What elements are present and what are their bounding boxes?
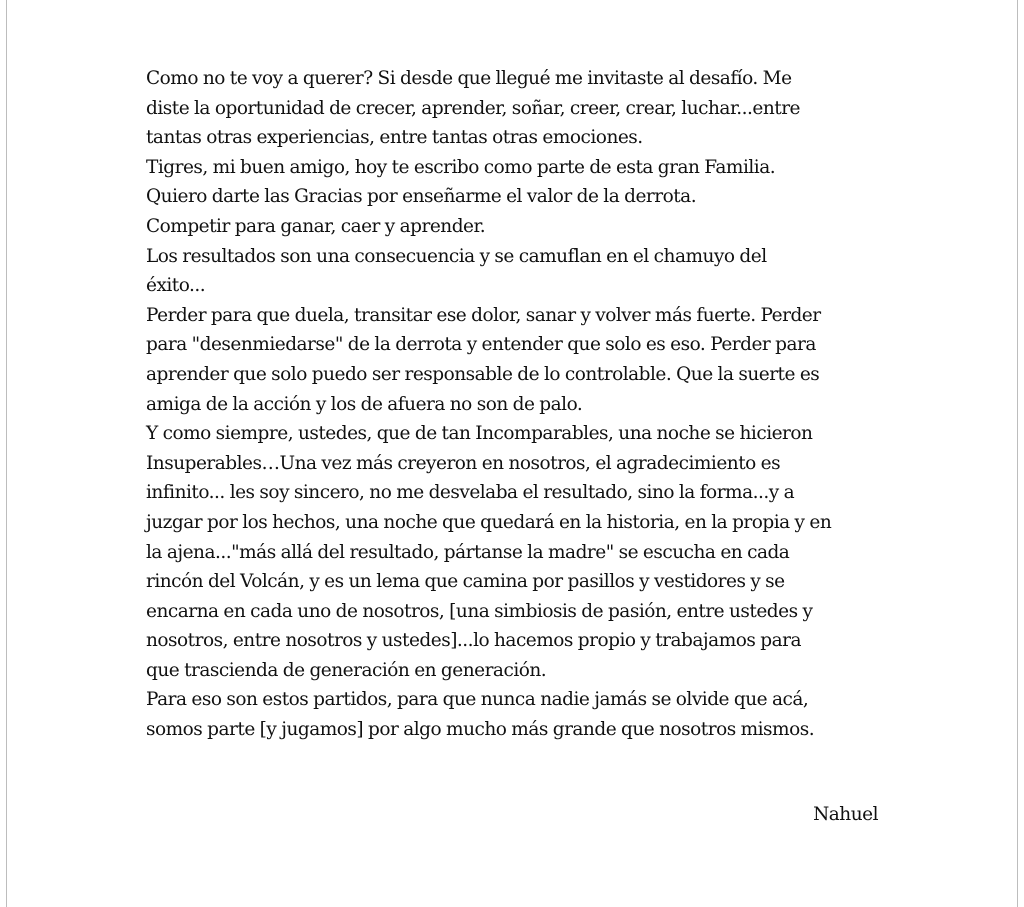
letter-line: diste la oportunidad de crecer, aprender, soñar, creer, crear, luchar...entre [146,97,800,119]
letter-line: nosotros, entre nosotros y ustedes]...lo hacemos propio y trabajamos para [146,630,801,652]
letter-line: tantas otras experiencias, entre tantas otras emociones. [146,127,643,149]
letter-line: infinito... les soy sincero, no me desvelaba el resultado, sino la forma...y a [146,482,795,504]
page-left-border [6,0,7,907]
letter-line: Perder para que duela, transitar ese dolor, sanar y volver más fuerte. Perder [146,304,821,326]
letter-line: Insuperables…Una vez más creyeron en nosotros, el agradecimiento es [146,452,781,474]
letter-line: amiga de la acción y los de afuera no son de palo. [146,393,583,415]
letter-line: Para eso son estos partidos, para que nunca nadie jamás se olvide que acá, [146,689,809,711]
letter-line: Los resultados son una consecuencia y se camuflan en el chamuyo del [146,245,767,267]
letter-line: aprender que solo puedo ser responsable de lo controlable. Que la suerte es [146,363,820,385]
letter-line: Tigres, mi buen amigo, hoy te escribo como parte de esta gran Familia. [146,156,776,178]
letter-line: encarna en cada uno de nosotros, [una simbiosis de pasión, entre ustedes y [146,600,813,622]
letter-line: Competir para ganar, caer y aprender. [146,215,486,237]
letter-body [146,64,886,745]
letter-line: éxito... [146,275,206,297]
letter-line: la ajena..."más allá del resultado, pártanse la madre" se escucha en cada [146,541,790,563]
letter-line: que trascienda de generación en generación. [146,659,547,681]
letter-line: rincón del Volcán, y es un lema que camina por pasillos y vestidores y se [146,571,785,593]
letter-line: Y como siempre, ustedes, que de tan Incomparables, una noche se hicieron [146,423,813,445]
page-right-border [1017,0,1018,907]
signature: Nahuel [813,804,878,825]
letter-line: juzgar por los hechos, una noche que quedará en la historia, en la propia y en [146,511,832,533]
letter-line: para "desenmiedarse" de la derrota y entender que solo es eso. Perder para [146,334,816,356]
letter-line: somos parte [y jugamos] por algo mucho más grande que nosotros mismos. [146,719,815,741]
letter-line: Quiero darte las Gracias por enseñarme el valor de la derrota. [146,186,697,208]
letter-line: Como no te voy a querer? Si desde que llegué me invitaste al desafío. Me [146,68,792,89]
